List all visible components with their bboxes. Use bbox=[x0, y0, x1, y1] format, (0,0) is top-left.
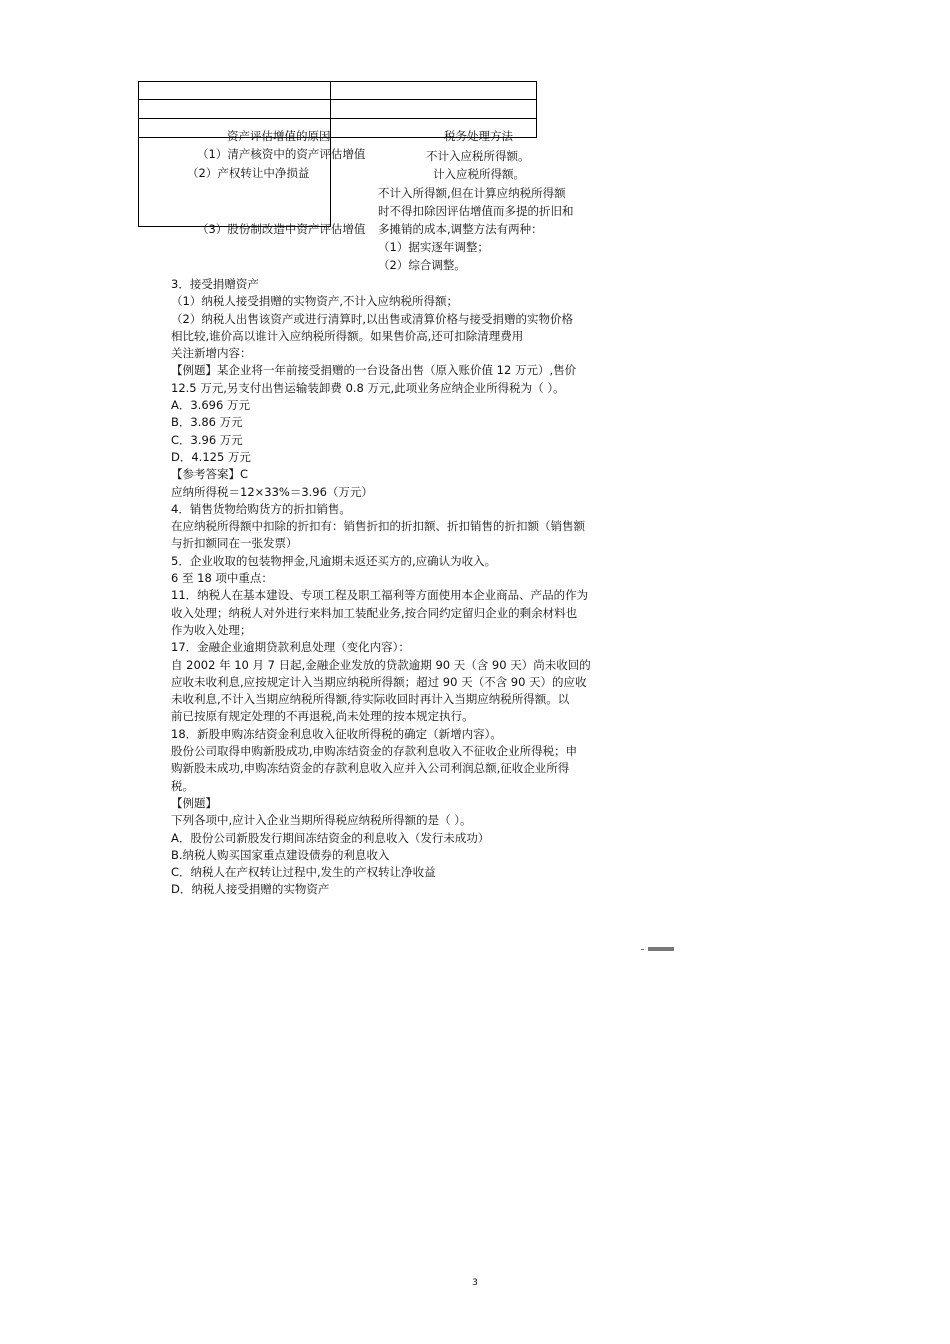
table-cause-3: （3）股份制改造中资产评估增值 bbox=[197, 222, 366, 236]
body-line: 【例题】 bbox=[171, 795, 217, 810]
table-method-3-line-1: 不计入所得额,但在计算应纳税所得额 bbox=[378, 186, 566, 200]
body-line: 股份公司取得申购新股成功,申购冻结资金的存款利息收入不征收企业所得税；申 bbox=[171, 744, 578, 759]
table-cause-1: （1）清产核资中的资产评估增值 bbox=[197, 147, 366, 161]
body-line: 在应纳税所得额中扣除的折扣有：销售折扣的折扣额、折扣销售的折扣额（销售额 bbox=[171, 519, 585, 534]
body-line: 应纳所得税＝12×33%＝3.96（万元） bbox=[171, 484, 373, 499]
body-line: 3．接受捐赠资产 bbox=[171, 277, 259, 291]
body-line: 自 2002 年 10 月 7 日起,金融企业发放的贷款逾期 90 天（含 90 天）尚未收回的 bbox=[171, 657, 591, 672]
body-line: 作为收入处理； bbox=[171, 622, 252, 637]
body-line: A．股份公司新股发行期间冻结资金的利息收入（发行未成功） bbox=[171, 830, 490, 845]
body-line: （1）纳税人接受捐赠的实物资产,不计入应纳税所得额； bbox=[171, 294, 458, 309]
table-border-row1 bbox=[138, 99, 537, 100]
table-border-top bbox=[138, 81, 537, 82]
table-method-2: 计入应税所得额。 bbox=[433, 167, 525, 181]
body-line: B．3.86 万元 bbox=[171, 415, 243, 430]
table-method-1: 不计入应税所得额。 bbox=[426, 149, 530, 163]
body-line: 关注新增内容： bbox=[171, 346, 252, 361]
body-line: 收入处理；纳税人对外进行来料加工装配业务,按合同约定留归企业的剩余材料也 bbox=[171, 605, 578, 620]
body-line: 12.5 万元,另支付出售运输装卸费 0.8 万元,此项业务应纳企业所得税为（ ）。 bbox=[171, 380, 565, 395]
table-method-3-line-3: 多摊销的成本,调整方法有两种： bbox=[378, 222, 543, 236]
body-line: D．纳税人接受捐赠的实物资产 bbox=[171, 882, 330, 897]
table-border-right bbox=[536, 81, 537, 138]
body-line: D．4.125 万元 bbox=[171, 449, 251, 464]
body-line: A．3.696 万元 bbox=[171, 398, 250, 413]
body-line: 相比较,谁价高以谁计入应纳税所得额。如果售价高,还可扣除清理费用 bbox=[171, 328, 524, 343]
decorative-bar bbox=[648, 947, 674, 951]
body-line: 税。 bbox=[171, 778, 194, 793]
body-text bbox=[171, 276, 611, 899]
table-border-left bbox=[138, 81, 139, 227]
body-line: 6 至 18 项中重点： bbox=[171, 571, 273, 586]
page-number: 3 bbox=[472, 1278, 478, 1288]
decorative-dot bbox=[641, 949, 644, 950]
body-line: 11．纳税人在基本建设、专项工程及职工福利等方面使用本企业商品、产品的作为 bbox=[171, 588, 589, 603]
table-method-3-line-5: （2）综合调整。 bbox=[378, 258, 466, 272]
body-line: 【参考答案】C bbox=[171, 467, 249, 482]
table-method-3-line-4: （1）据实逐年调整； bbox=[378, 240, 489, 254]
body-line: B.纳税人购买国家重点建设债券的利息收入 bbox=[171, 847, 390, 862]
body-line: 【例题】某企业将一年前接受捐赠的一台设备出售（原入账价值 12 万元）,售价 bbox=[171, 363, 577, 378]
body-line: C．3.96 万元 bbox=[171, 432, 243, 447]
body-line: 18．新股申购冻结资金利息收入征收所得税的确定（新增内容）。 bbox=[171, 726, 502, 741]
table-cause-2: （2）产权转让中净损益 bbox=[187, 166, 310, 180]
body-line: 5．企业收取的包装物押金,凡逾期未返还买方的,应确认为收入。 bbox=[171, 553, 497, 568]
body-line: 17．金融企业逾期贷款利息处理（变化内容）： bbox=[171, 640, 410, 655]
body-line: C．纳税人在产权转让过程中,发生的产权转让净收益 bbox=[171, 865, 436, 880]
table-border-row2 bbox=[138, 118, 537, 119]
table-header-cause: 资产评估增值的原因 bbox=[227, 129, 331, 143]
body-line: 与折扣额同在一张发票） bbox=[171, 536, 298, 551]
body-line: 应收未收利息,应按规定计入当期应纳税所得额；超过 90 天（不含 90 天）的应收 bbox=[171, 674, 587, 689]
table-method-3-line-2: 时不得扣除因评估增值而多提的折旧和 bbox=[378, 204, 574, 218]
body-line: 下列各项中,应计入企业当期所得税应纳税所得额的是（ ）。 bbox=[171, 813, 472, 828]
body-line: 未收利息,不计入当期应纳税所得额,待实际收回时再计入当期应纳税所得额。以 bbox=[171, 692, 570, 707]
table-header-method: 税务处理方法 bbox=[444, 129, 513, 143]
body-line: 购新股未成功,申购冻结资金的存款利息收入应并入公司利润总额,征收企业所得 bbox=[171, 761, 570, 776]
body-line: （2）纳税人出售该资产或进行清算时,以出售或清算价格与接受捐赠的实物价格 bbox=[171, 311, 573, 326]
body-line: 前已按原有规定处理的不再退税,尚未处理的按本规定执行。 bbox=[171, 709, 474, 724]
body-line: 4．销售货物给购货方的折扣销售。 bbox=[171, 501, 351, 516]
